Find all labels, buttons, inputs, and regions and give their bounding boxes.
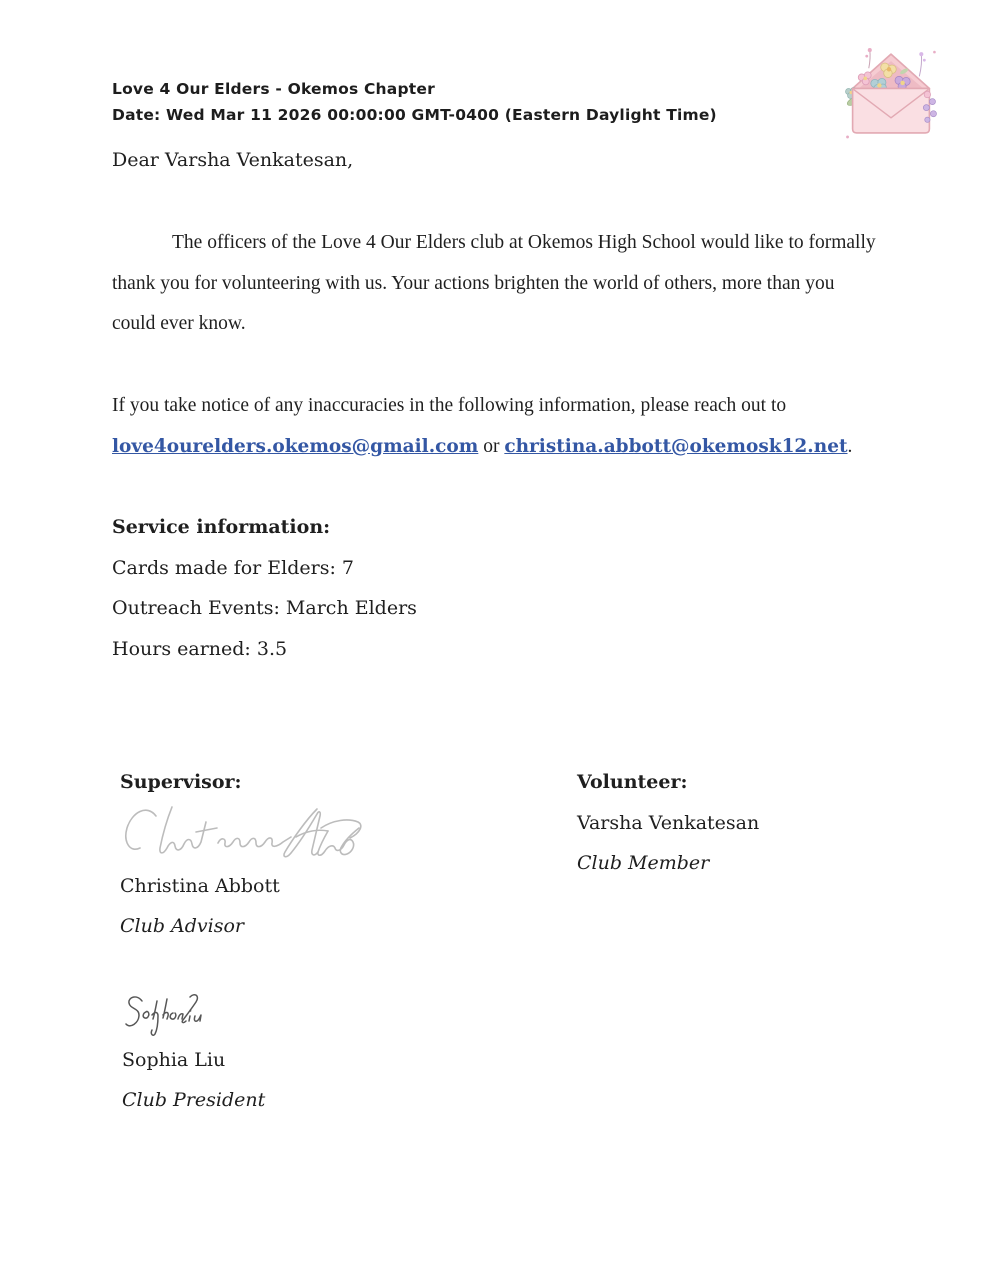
volunteer-name: Varsha Venkatesan xyxy=(577,811,760,834)
service-cards-made: Cards made for Elders: 7 xyxy=(112,556,354,579)
letterhead xyxy=(112,76,717,128)
supervisor-name: Christina Abbott xyxy=(120,874,280,897)
service-outreach-events: Outreach Events: March Elders xyxy=(112,597,417,619)
president-name: Sophia Liu xyxy=(122,1049,226,1071)
salutation: Dear Varsha Venkatesan, xyxy=(112,149,354,171)
supervisor-block xyxy=(120,762,550,939)
club-email-link[interactable]: love4ourelders.okemos@gmail.com xyxy=(112,435,479,457)
date-line: Date: Wed Mar 11 2026 00:00:00 GMT-0400 (Eastern Daylight Time) xyxy=(112,106,717,124)
service-information-section xyxy=(112,507,417,669)
volunteer-block xyxy=(577,762,907,884)
supervisor-title: Club Advisor xyxy=(120,914,245,937)
paragraph-line-emails xyxy=(112,427,912,468)
sophia-liu-signature-image xyxy=(122,988,202,1040)
paragraph-line: could ever know. xyxy=(112,313,246,334)
paragraph-thanks xyxy=(112,223,912,345)
envelope-with-flowers-image xyxy=(840,44,942,140)
paragraph-contact xyxy=(112,386,912,467)
christina-abbott-signature-image xyxy=(120,800,365,866)
volunteer-heading: Volunteer: xyxy=(577,771,688,793)
paragraph-line: thank you for volunteering with us. Your actions brighten the world of others, more than you xyxy=(112,272,835,294)
volunteer-title: Club Member xyxy=(577,852,710,874)
supervisor-heading: Supervisor: xyxy=(120,771,242,793)
org-name: Love 4 Our Elders - Okemos Chapter xyxy=(112,80,435,98)
paragraph-line: The officers of the Love 4 Our Elders club at Okemos High School would like to formally xyxy=(172,232,876,253)
president-title: Club President xyxy=(122,1089,266,1111)
text-or: or xyxy=(478,435,505,457)
service-info-heading: Service information: xyxy=(112,516,331,538)
advisor-email-link[interactable]: christina.abbott@okemosk12.net xyxy=(504,435,848,457)
president-block xyxy=(122,988,452,1113)
text-period: . xyxy=(847,435,853,457)
service-hours-earned: Hours earned: 3.5 xyxy=(112,637,288,660)
paragraph-line: If you take notice of any inaccuracies in the following information, please reach out to xyxy=(112,395,787,416)
